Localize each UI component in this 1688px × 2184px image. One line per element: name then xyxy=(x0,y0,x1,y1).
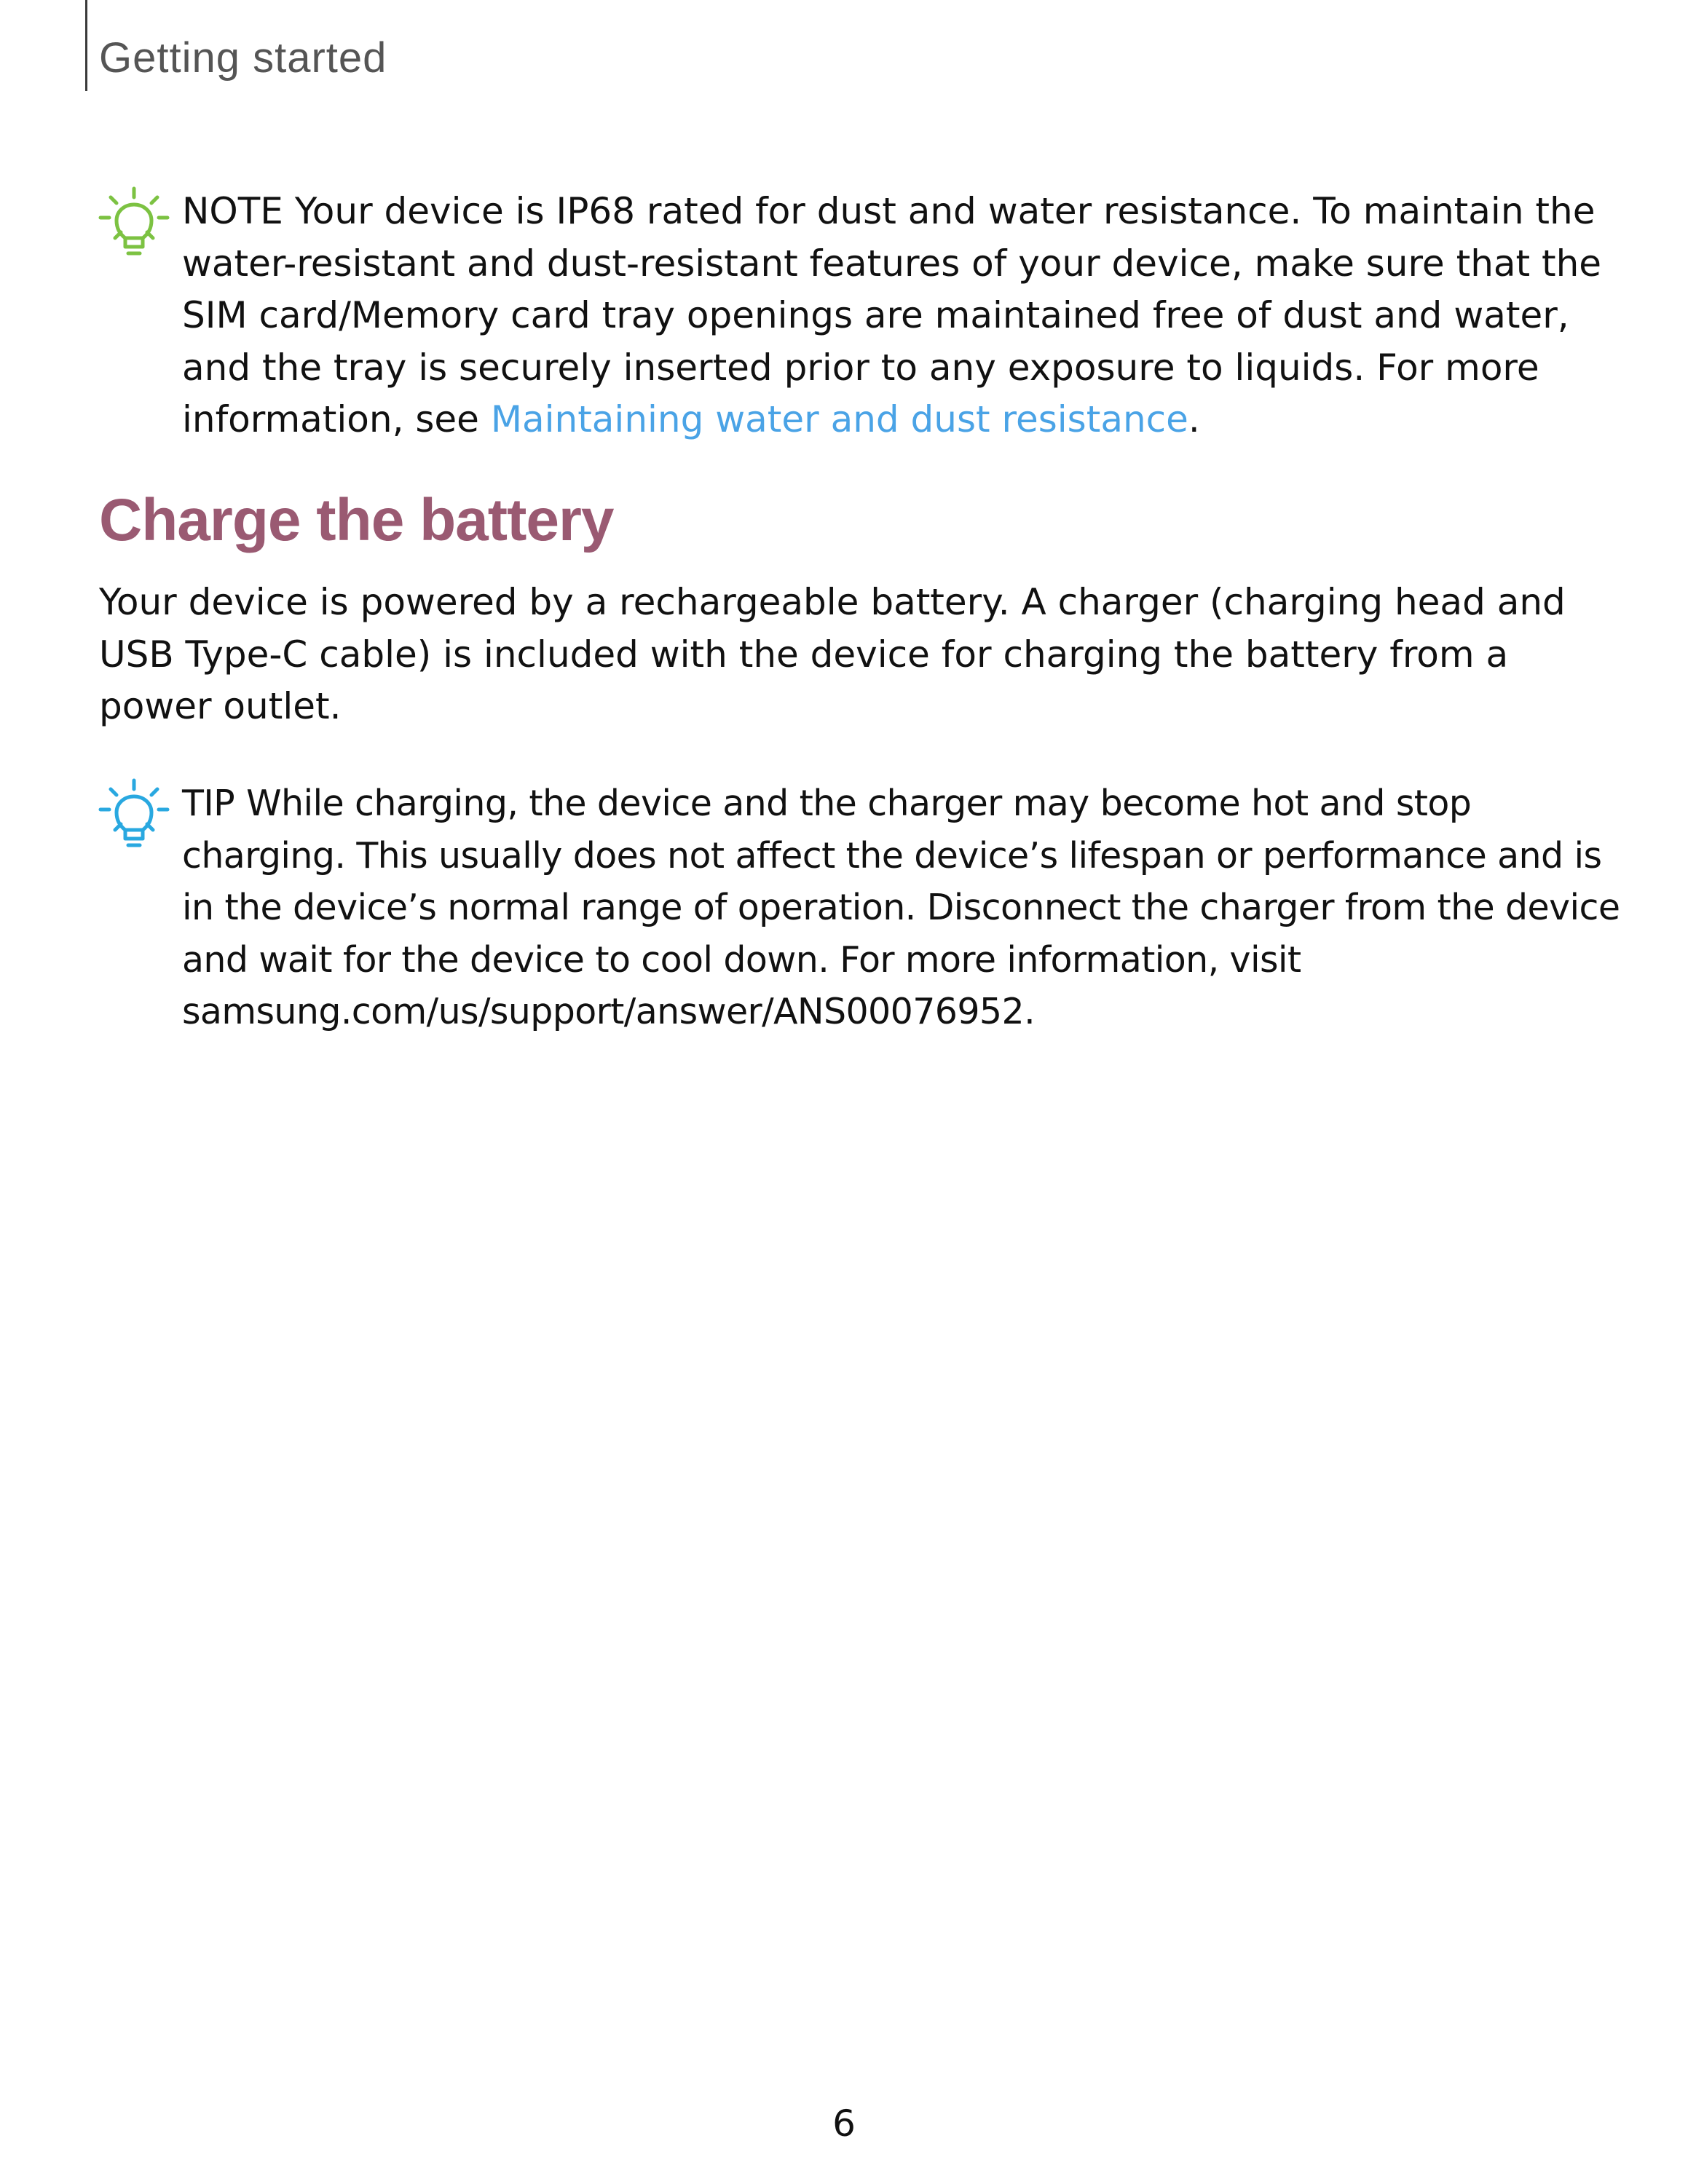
page-number: 6 xyxy=(832,2102,856,2145)
note-body: Your device is IP68 rated for dust and water resistance. To maintain the water-resistant and dust-resistant features of your device, make sure that the SIM card/Memory card tray openings are maintained free of dust and water, and the tray is securely inserted prior to any exposure to liquids. For more information, see xyxy=(182,190,1602,440)
support-url-link[interactable]: samsung.com/us/support/answer/ANS00076952 xyxy=(182,991,1025,1032)
note-period: . xyxy=(1188,398,1200,440)
note-text xyxy=(182,186,1631,446)
note-label: NOTE xyxy=(182,190,283,232)
chapter-title: Getting started xyxy=(99,34,387,82)
section-heading: Charge the battery xyxy=(99,487,614,553)
tip-label: TIP xyxy=(182,783,235,824)
lightbulb-icon xyxy=(98,778,170,850)
water-dust-resistance-link[interactable]: Maintaining water and dust resistance xyxy=(490,398,1188,440)
header-divider xyxy=(85,0,87,91)
lightbulb-icon xyxy=(98,186,170,258)
tip-period: . xyxy=(1024,991,1036,1032)
tip-body: While charging, the device and the charger may become hot and stop charging. This usually does not affect the device’s lifespan or performance and is in the device’s normal range of operation. Disconnect the charger from the device and wait for the device to cool down. For more information, visit xyxy=(182,783,1620,981)
tip-text xyxy=(182,778,1631,1038)
section-body: Your device is powered by a rechargeable battery. A charger (charging head and USB Type-C cable) is included with the device for charging the battery from a power outlet. xyxy=(99,581,1566,727)
